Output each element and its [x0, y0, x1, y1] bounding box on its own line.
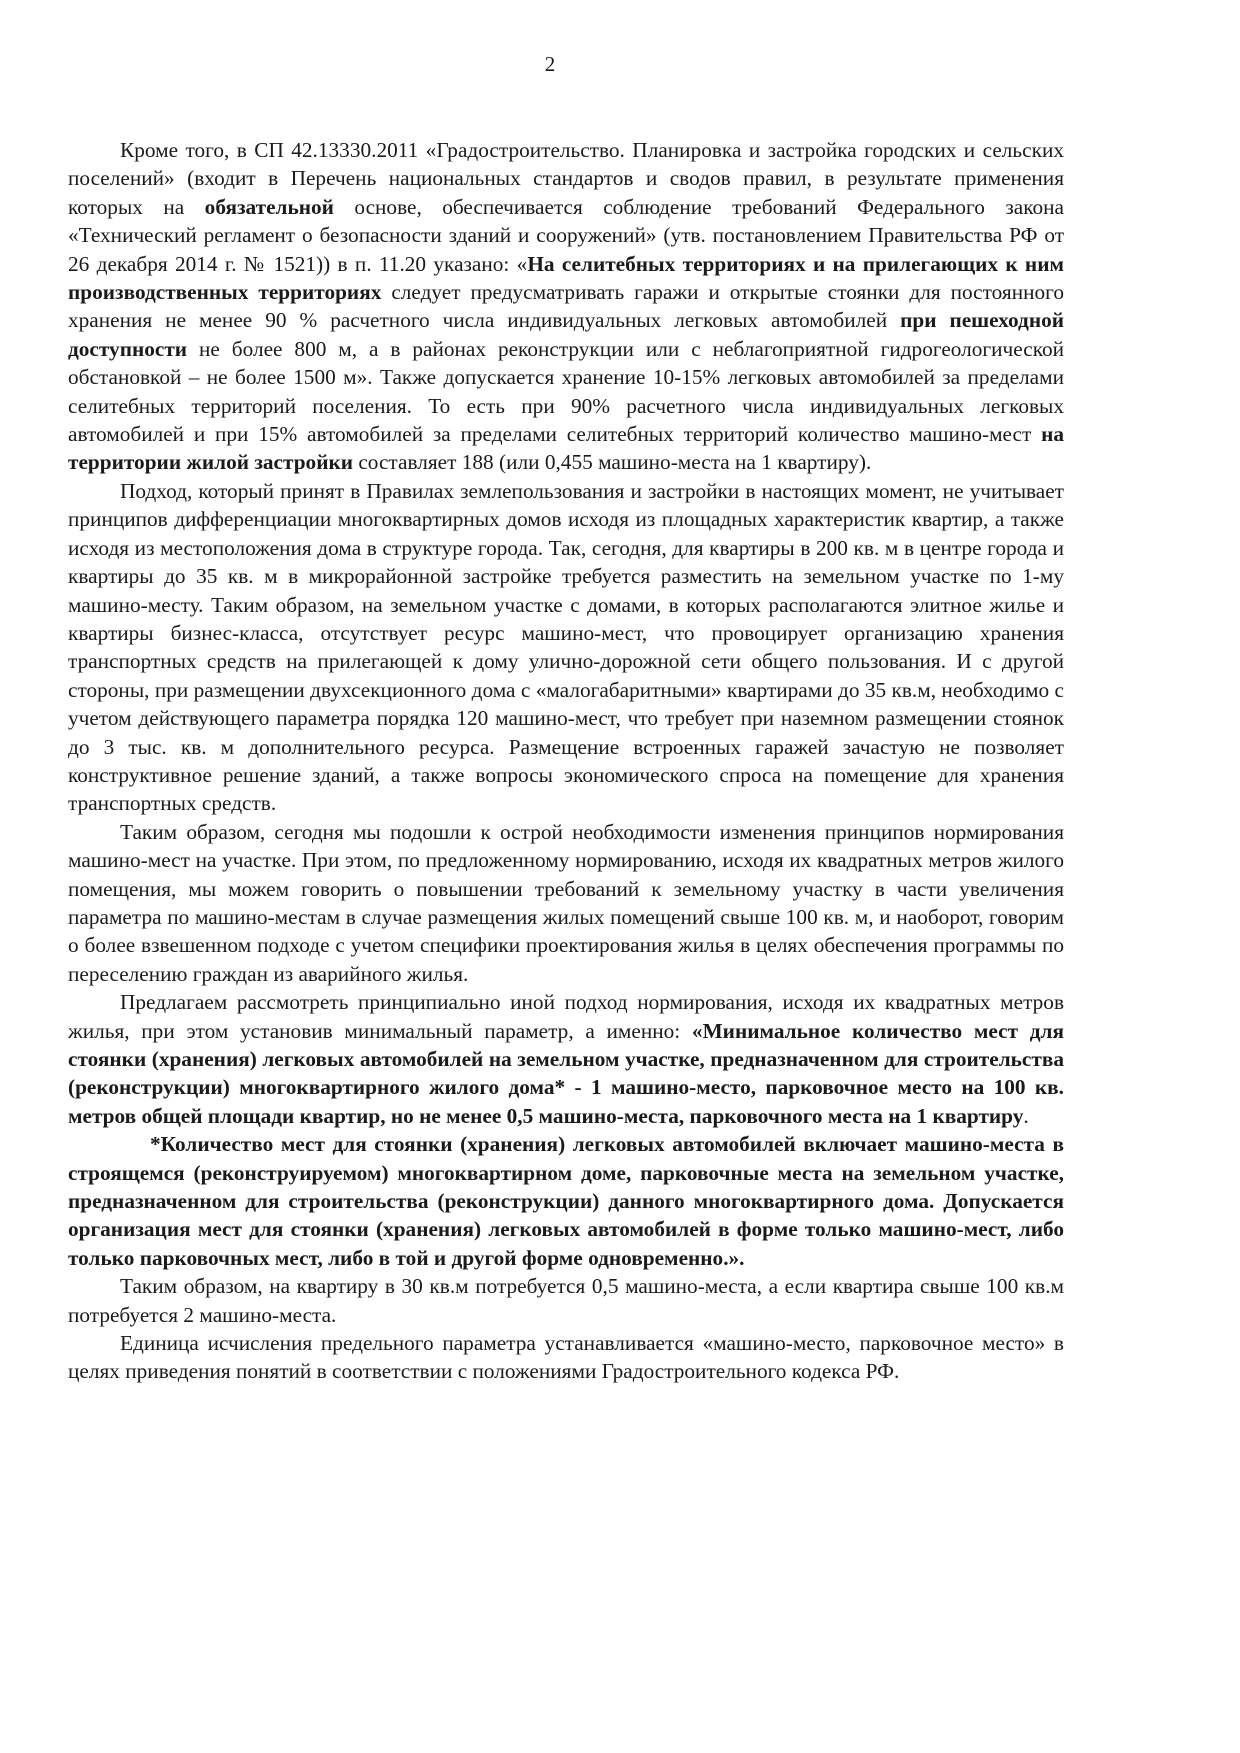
text-run: основе, обеспечивается соблюдение требований Федерального закона «Технический регламент о безопасности зданий и сооружений» (утв. постановлением Правительства РФ от 26 декабря 2014 г. № 1521)) в п. 11.20 указано: « [68, 194, 1064, 276]
page-number: 2 [544, 52, 556, 76]
paragraph-unit [68, 1329, 1064, 1386]
text-run: *Количество мест для стоянки (хранения) легковых автомобилей включает машино-места в строящемся (реконструируемом) многоквартирном доме, парковочные места на земельном участке, предназначенном для строительства (реконструкции) данного многоквартирного дома. Допускается организация мест для стоянки (хранения) легковых автомобилей в форме только машино-мест, либо только парковочных мест, либо в той и другой форме одновременно.». [68, 1132, 1064, 1270]
bold-run: при пешеходной доступности [68, 308, 1065, 361]
bold-run: «Минимальное количество мест для стоянки (хранения) легковых автомобилей на земельном участке, предназначенном для строительства (реконструкции) многоквартирного жилого дома* - 1 машино-место, парковочное место на 100 кв. метров общей площади квартир, но не менее 0,5 машино-места, парковочного места на 1 квартиру [68, 1018, 1064, 1128]
text-run: не более 800 м, а в районах реконструкции или с неблагоприятной гидрогеологической обстановкой – не более 1500 м». Также допускается хранение 10-15% легковых автомобилей за пределами селитебных территорий поселения. То есть при 90% расчетного числа индивидуальных легковых автомобилей и при 15% автомобилей за пределами селитебных территорий количество машино-мест [68, 336, 1064, 447]
text-run: Единица исчисления предельного параметра устанавливается «машино-место, парковочное место» в целях приведения понятий в соответствии с положениями Градостроительного кодекса РФ. [68, 1331, 1064, 1384]
text-run: следует предусматривать гаражи и открытые стоянки для постоянного хранения не менее 90 % расчетного числа индивидуальных легковых автомобилей [68, 280, 1064, 333]
bold-run: обязательной [204, 194, 334, 219]
text-run: Подход, который принят в Правилах землепользования и застройки в настоящих момент, не учитывает принципов дифференциации многоквартирных домов исходя из площадных характеристик квартир, а также исходя из местоположения дома в структуре города. Так, сегодня, для квартиры в 200 кв. м в центре города и квартиры до 35 кв. м в микрорайонной застройке требуется разместить на земельном участке по 1-му машино-месту. Таким образом, на земельном участке с домами, в которых располагаются элитное жилье и квартиры бизнес-класса, отсутствует ресурс машино-мест, что провоцирует организацию хранения транспортных средств на прилегающей к дому улично-дорожной сети общего пользования. И с другой стороны, при размещении двухсекционного дома с «малогабаритными» квартирами до 35 кв.м, необходимо с учетом действующего параметра порядка 120 машино-мест, что требует при наземном размещении стоянок до 3 тыс. кв. м дополнительного ресурса. Размещение встроенных гаражей зачастую не позволяет конструктивное решение зданий, а также вопросы экономического спроса на помещение для хранения транспортных средств. [68, 478, 1064, 816]
paragraph-example [68, 1272, 1064, 1329]
text-run: Предлагаем рассмотреть принципиально иной подход нормирования, исходя их квадратных метров жилья, при этом установив минимальный параметр, а именно: [68, 990, 1064, 1043]
bold-run: на территории жилой застройки [68, 422, 1064, 475]
document-body [68, 136, 1064, 1386]
text-run: Кроме того, в СП 42.13330.2011 «Градостроительство. Планировка и застройка городских и сельских поселений» (входит в Перечень национальных стандартов и сводов правил, в результате применения которых на [68, 138, 1064, 219]
paragraph-current-approach [68, 477, 1064, 818]
text-run: Таким образом, сегодня мы подошли к острой необходимости изменения принципов нормирования машино-мест на участке. При этом, по предложенному нормированию, исходя их квадратных метров жилого помещения, мы можем говорить о повышении требований к земельному участку в части увеличения параметра по машино-местам в случае размещения жилых помещений свыше 100 кв. м, и наоборот, говорим о более взвешенном подходе с учетом специфики проектирования жилья в целях обеспечения программы по переселению граждан из аварийного жилья. [68, 819, 1064, 986]
text-run: Таким образом, на квартиру в 30 кв.м потребуется 0,5 машино-места, а если квартира свыше 100 кв.м потребуется 2 машино-места. [68, 1274, 1064, 1327]
paragraph-proposal [68, 988, 1064, 1130]
text-run: . [1023, 1103, 1029, 1128]
text-run: составляет 188 (или 0,455 машино-места на 1 квартиру). [353, 450, 872, 475]
paragraph-sp-42-quote [68, 136, 1064, 477]
paragraph-necessity [68, 818, 1064, 988]
paragraph-footnote [68, 1130, 1064, 1272]
bold-run: На селитебных территориях и на прилегающих к ним производственных территориях [68, 251, 1064, 305]
